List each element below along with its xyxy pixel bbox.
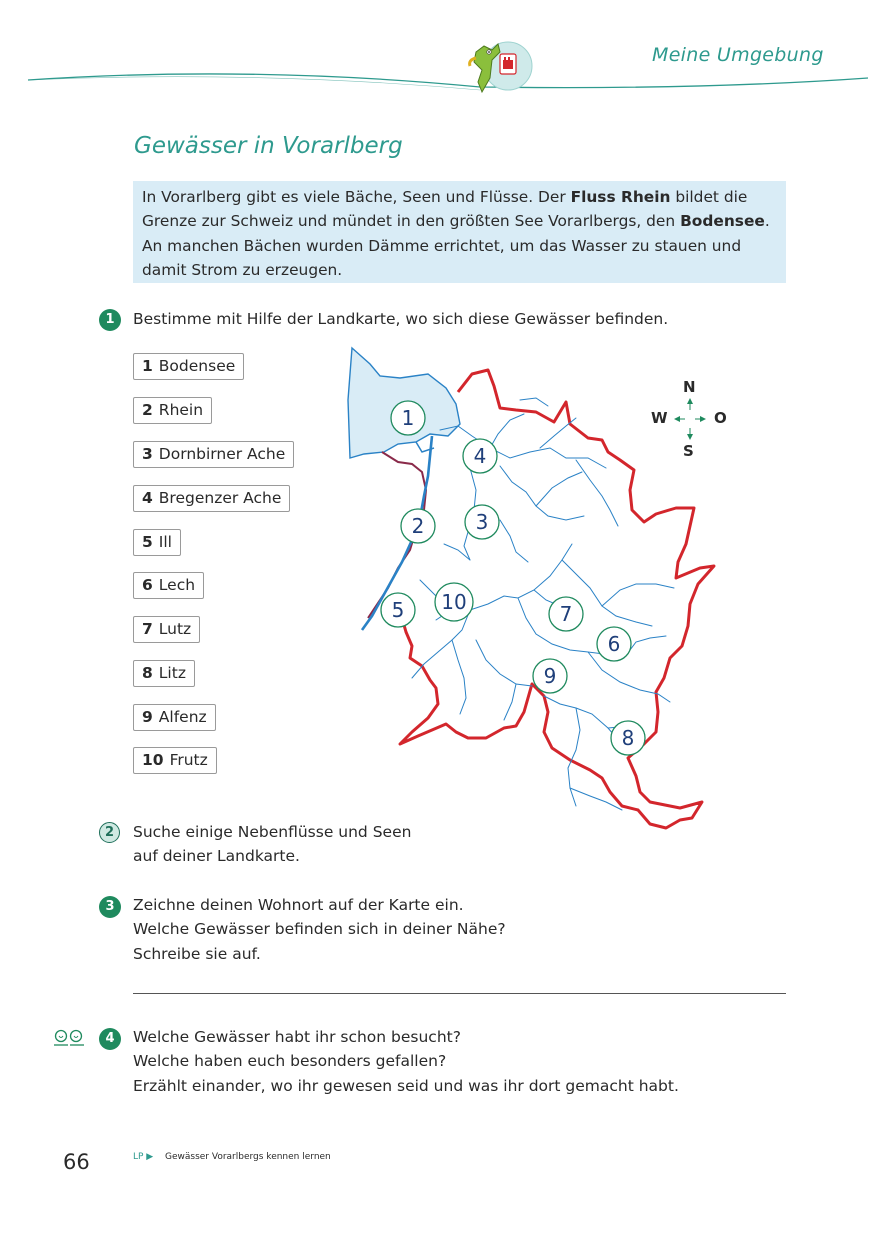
- legend-number: 8: [142, 664, 153, 682]
- intro-text-3: . An manchen Bächen wurden Dämme errichtet, um das Wasser zu stauen und damit Strom zu erzeugen.: [142, 212, 770, 279]
- legend-number: 3: [142, 445, 153, 463]
- legend-label: Frutz: [169, 751, 208, 769]
- task-1-text: Bestimme mit Hilfe der Landkarte, wo sich diese Gewässer befinden.: [133, 310, 669, 328]
- curriculum-label: LP ▶: [133, 1152, 154, 1162]
- intro-text-1: In Vorarlberg gibt es viele Bäche, Seen und Flüsse. Der: [142, 188, 571, 206]
- legend-label: Alfenz: [158, 708, 207, 726]
- compass-south-label: S: [683, 442, 694, 460]
- legend-item-alfenz: [133, 704, 216, 731]
- task-1-badge: 1: [99, 309, 121, 331]
- map-label-5: 5: [391, 598, 405, 622]
- task-3-text: [133, 893, 506, 966]
- legend-number: 6: [142, 576, 153, 594]
- intro-bold-bodensee: Bodensee: [680, 212, 765, 231]
- partner-work-icon: [52, 1028, 86, 1048]
- legend-item-litz: [133, 660, 195, 687]
- legend-number: 9: [142, 708, 153, 726]
- legend-label: Bregenzer Ache: [158, 489, 282, 507]
- legend-number: 2: [142, 401, 153, 419]
- map-label-2: 2: [411, 514, 425, 538]
- map-label-1: 1: [401, 406, 415, 430]
- intro-text-2: bildet die Grenze zur Schweiz und mündet in den größten See Vorarlbergs, den: [142, 188, 748, 231]
- dragon-mascot-icon: [462, 38, 534, 96]
- task-4-badge: 4: [99, 1028, 121, 1050]
- task-3-line-1: Zeichne deinen Wohnort auf der Karte ein.: [133, 896, 464, 914]
- map-label-8: 8: [621, 726, 635, 750]
- legend-item-ill: [133, 529, 181, 556]
- task-2-line-2: auf deiner Landkarte.: [133, 847, 300, 866]
- task-4-line-1: Welche Gewässer habt ihr schon besucht?: [133, 1028, 461, 1046]
- legend-item-dornbirner-ache: [133, 441, 294, 468]
- compass-rose: [644, 378, 727, 462]
- task-4-line-3: Erzählt einander, wo ihr gewesen seid und was ihr dort gemacht habt.: [133, 1076, 679, 1095]
- task-2-text: [133, 820, 411, 869]
- legend-item-rhein: [133, 397, 212, 424]
- task-4-text: [133, 1025, 679, 1098]
- answer-write-line[interactable]: [133, 993, 786, 994]
- map-label-6: 6: [607, 632, 621, 656]
- legend-number: 5: [142, 533, 153, 551]
- legend-label: Rhein: [158, 401, 204, 419]
- legend-number: 7: [142, 620, 153, 638]
- legend-label: Dornbirner Ache: [158, 445, 286, 463]
- task-2-badge: 2: [99, 822, 120, 843]
- legend-item-frutz: [133, 747, 217, 774]
- info-box: [133, 181, 786, 283]
- compass-west-label: W: [651, 409, 668, 427]
- legend-item-bodensee: [133, 353, 244, 380]
- task-2-line-1: Suche einige Nebenflüsse und Seen: [133, 823, 412, 841]
- page-title: Gewässer in Vorarlberg: [134, 133, 403, 159]
- page-number: 66: [63, 1150, 90, 1174]
- compass-north-label: N: [683, 378, 696, 396]
- map-label-10: 10: [441, 590, 467, 614]
- compass-east-label: O: [714, 409, 727, 427]
- task-3-badge: 3: [99, 896, 121, 918]
- legend-label: Bodensee: [158, 357, 236, 375]
- map-label-3: 3: [475, 510, 489, 534]
- legend-number: 10: [142, 751, 164, 769]
- map-label-7: 7: [559, 602, 573, 626]
- legend-label: Lech: [158, 576, 196, 594]
- legend-item-bregenzer-ache: [133, 485, 290, 512]
- legend-label: Lutz: [158, 620, 192, 638]
- legend-item-lutz: [133, 616, 200, 643]
- compass-arrows-icon: [666, 396, 714, 442]
- task-3-line-2: Welche Gewässer befinden sich in deiner Nähe?: [133, 920, 506, 939]
- task-3-line-3: Schreibe sie auf.: [133, 944, 261, 963]
- intro-bold-rhein: Fluss Rhein: [570, 188, 671, 206]
- legend-number: 1: [142, 357, 153, 375]
- legend-label: Ill: [158, 533, 172, 551]
- legend-number: 4: [142, 489, 153, 507]
- curriculum-text: Gewässer Vorarlbergs kennen lernen: [165, 1152, 331, 1162]
- task-4-line-2: Welche haben euch besonders gefallen?: [133, 1052, 447, 1071]
- map-label-9: 9: [543, 664, 557, 688]
- legend-label: Litz: [158, 664, 186, 682]
- legend-item-lech: [133, 572, 204, 599]
- map-label-4: 4: [473, 444, 487, 468]
- section-title: Meine Umgebung: [652, 44, 824, 66]
